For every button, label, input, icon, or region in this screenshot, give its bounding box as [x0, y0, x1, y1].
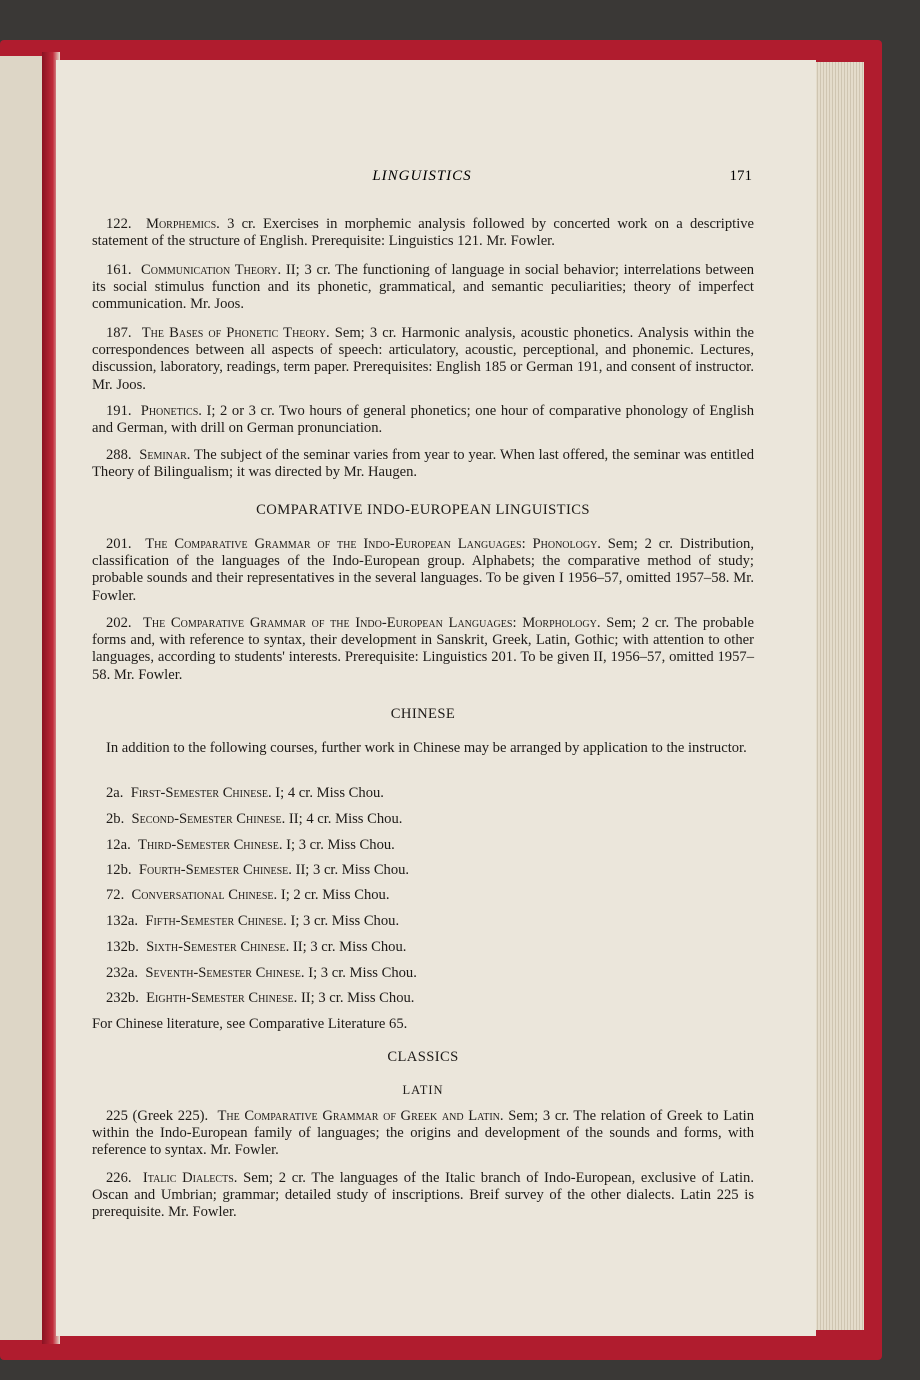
course-entry: 161. Communication Theory. II; 3 cr. The functioning of language in social behavior; interrelations between its social stimulus function and its phonetic, grammatical, and semantic peculiarities; theory of imperfect communication. Mr. Joos.: [92, 262, 755, 313]
course-entry: 72. Conversational Chinese. I; 2 cr. Miss Chou.: [106, 887, 390, 903]
course-entry: 232b. Eighth-Semester Chinese. II; 3 cr. Miss Chou.: [106, 990, 415, 1006]
course-entry: 225 (Greek 225). The Comparative Grammar of Greek and Latin. Sem; 3 cr. The relation of Greek to Latin within the Indo-European family of languages; the origins and development of the sounds and forms, with reference to syntax. Mr. Fowler.: [92, 1108, 754, 1159]
course-entry: 202. The Comparative Grammar of the Indo-European Languages: Morphology. Sem; 2 cr. The probable forms and, with reference to syntax, their development in Sanskrit, Greek, Latin, Gothic; with attention to other languages, according to students' interests. Prerequisite: Linguistics 201. To be given II, 1956–57, omitted 1957–58. Mr. Fowler.: [92, 615, 754, 683]
course-entry: 12a. Third-Semester Chinese. I; 3 cr. Miss Chou.: [106, 837, 395, 853]
course-entry: 132a. Fifth-Semester Chinese. I; 3 cr. Miss Chou.: [106, 913, 400, 929]
course-entry: 2a. First-Semester Chinese. I; 4 cr. Miss Chou.: [106, 785, 384, 801]
page-number: 171: [729, 168, 752, 184]
cross-reference-note: For Chinese literature, see Comparative Literature 65.: [92, 1016, 408, 1032]
course-entry: 12b. Fourth-Semester Chinese. II; 3 cr. Miss Chou.: [106, 862, 410, 878]
section-heading: CLASSICS: [387, 1049, 459, 1065]
course-entry: 201. The Comparative Grammar of the Indo-European Languages: Phonology. Sem; 2 cr. Distribution, classification of the languages of the Indo-European group. Alphabets; the comparative method of study; probable sounds and their representatives in the several languages. To be given I 1956–57, omitted 1957–58. Mr. Fowler.: [92, 536, 755, 604]
section-heading: COMPARATIVE INDO-EUROPEAN LINGUISTICS: [256, 502, 590, 518]
course-entry: 187. The Bases of Phonetic Theory. Sem; 3 cr. Harmonic analysis, acoustic phonetics. Analysis within the correspondences between all aspects of speech: articulatory, acoustic, perceptional, and phonemic. Lectures, discussion, laboratory, readings, term paper. Prerequisites: English 185 or German 191, and consent of instructor. Mr. Joos.: [92, 325, 754, 393]
course-entry: 226. Italic Dialects. Sem; 2 cr. The languages of the Italic branch of Indo-European, exclusive of Latin. Oscan and Umbrian; grammar; detailed study of inscriptions. Breif survey of the other dialects. Latin 225 is prerequisite. Mr. Fowler.: [92, 1170, 754, 1221]
course-entry: 288. Seminar. The subject of the seminar varies from year to year. When last offered, the seminar was entitled Theory of Bilingualism; it was directed by Mr. Haugen.: [92, 447, 754, 481]
subsection-heading: LATIN: [402, 1083, 444, 1097]
page-edges: [812, 62, 864, 1330]
running-title: LINGUISTICS: [372, 168, 472, 184]
course-entry: 232a. Seventh-Semester Chinese. I; 3 cr. Miss Chou.: [106, 965, 417, 981]
course-entry: 132b. Sixth-Semester Chinese. II; 3 cr. Miss Chou.: [106, 939, 407, 955]
section-heading: CHINESE: [390, 706, 456, 722]
facing-page-edge: [0, 56, 48, 1340]
course-entry: 2b. Second-Semester Chinese. II; 4 cr. Miss Chou.: [106, 811, 403, 827]
section-intro: In addition to the following courses, further work in Chinese may be arranged by application to the instructor.: [106, 740, 747, 756]
course-entry: 122. Morphemics. 3 cr. Exercises in morphemic analysis followed by concerted work on a descriptive statement of the structure of English. Prerequisite: Linguistics 121. Mr. Fowler.: [92, 216, 755, 250]
running-head: [92, 168, 752, 190]
course-entry: 191. Phonetics. I; 2 or 3 cr. Two hours of general phonetics; one hour of comparative phonology of English and German, with drill on German pronunciation.: [92, 403, 754, 437]
